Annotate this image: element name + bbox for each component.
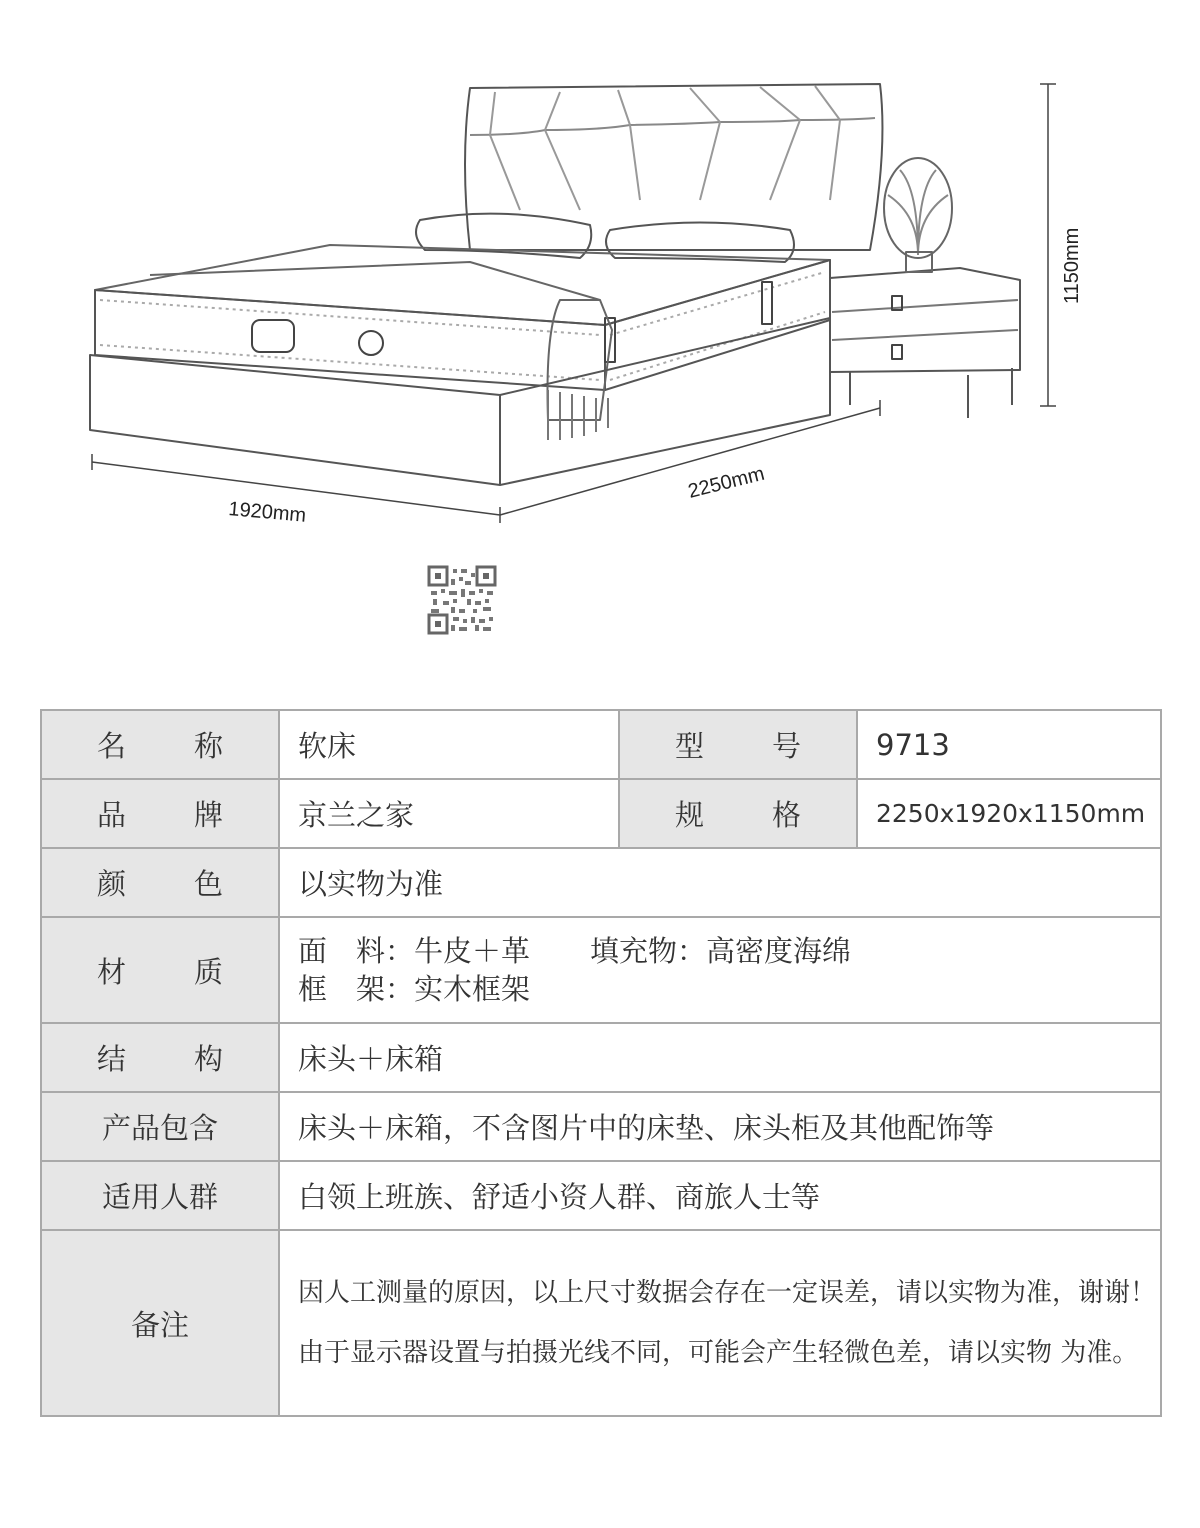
nightstand xyxy=(830,268,1020,372)
throw-blanket xyxy=(150,262,612,420)
product-spec-table xyxy=(40,709,1162,1417)
table-row xyxy=(41,848,1161,917)
color-label: 颜 色 xyxy=(97,867,223,901)
name-value: 软床 xyxy=(279,710,619,779)
size-label-cell xyxy=(619,779,857,848)
model-value: 9713 xyxy=(857,710,1161,779)
contents-value: 床头＋床箱，不含图片中的床垫、床头柜及其他配饰等 xyxy=(279,1092,1161,1161)
brand-label: 品 牌 xyxy=(97,798,223,832)
material-line-2 xyxy=(298,970,1160,1008)
material-face-value: 牛皮＋革 xyxy=(414,934,531,968)
notes-value-cell xyxy=(279,1230,1161,1416)
bed-dimension-illustration xyxy=(0,0,1200,660)
material-label: 材 质 xyxy=(97,954,223,989)
table-row xyxy=(41,1230,1161,1416)
color-value: 以实物为准 xyxy=(279,848,1161,917)
mattress-top xyxy=(95,245,830,325)
qr-code-icon xyxy=(429,567,495,633)
material-fill-label: 填充物： xyxy=(590,934,707,968)
length-dimension-label: 2250mm xyxy=(685,462,767,503)
brand-label-cell xyxy=(41,779,279,848)
brand-value: 京兰之家 xyxy=(279,779,619,848)
width-dimension-label: 1920mm xyxy=(227,498,307,527)
material-label-cell xyxy=(41,917,279,1023)
model-label: 型 号 xyxy=(675,729,801,763)
notes-line-2: 由于显示器设置与拍摄光线不同，可能会产生轻微色差，请以实物 为准。 xyxy=(298,1338,1139,1368)
name-label: 名 称 xyxy=(97,729,223,763)
structure-value: 床头＋床箱 xyxy=(279,1023,1161,1092)
structure-label: 结 构 xyxy=(97,1042,223,1076)
audience-value: 白领上班族、舒适小资人群、商旅人士等 xyxy=(279,1161,1161,1230)
color-label-cell xyxy=(41,848,279,917)
material-frame-label: 框 架： xyxy=(298,972,415,1006)
table-row xyxy=(41,1161,1161,1230)
table-row xyxy=(41,710,1161,779)
table-row xyxy=(41,1092,1161,1161)
table-row xyxy=(41,917,1161,1023)
model-label-cell xyxy=(619,710,857,779)
headboard xyxy=(465,84,882,250)
contents-label: 产品包含 xyxy=(41,1092,279,1161)
notes-line-1: 因人工测量的原因，以上尺寸数据会存在一定误差，请以实物为准，谢谢！ xyxy=(298,1278,1157,1308)
table-row xyxy=(41,1023,1161,1092)
material-frame-value: 实木框架 xyxy=(414,972,531,1006)
material-value-cell xyxy=(279,917,1161,1023)
name-label-cell xyxy=(41,710,279,779)
size-value: 2250x1920x1150mm xyxy=(857,779,1161,848)
material-line-1 xyxy=(298,932,1160,970)
size-label: 规 格 xyxy=(675,798,801,832)
table-row xyxy=(41,779,1161,848)
material-face-label: 面 料： xyxy=(298,934,415,968)
bed-base xyxy=(90,355,500,485)
notes-label: 备注 xyxy=(41,1230,279,1416)
structure-label-cell xyxy=(41,1023,279,1092)
material-fill-value: 高密度海绵 xyxy=(706,934,852,968)
height-dimension-label: 1150mm xyxy=(1061,227,1083,304)
audience-label: 适用人群 xyxy=(41,1161,279,1230)
